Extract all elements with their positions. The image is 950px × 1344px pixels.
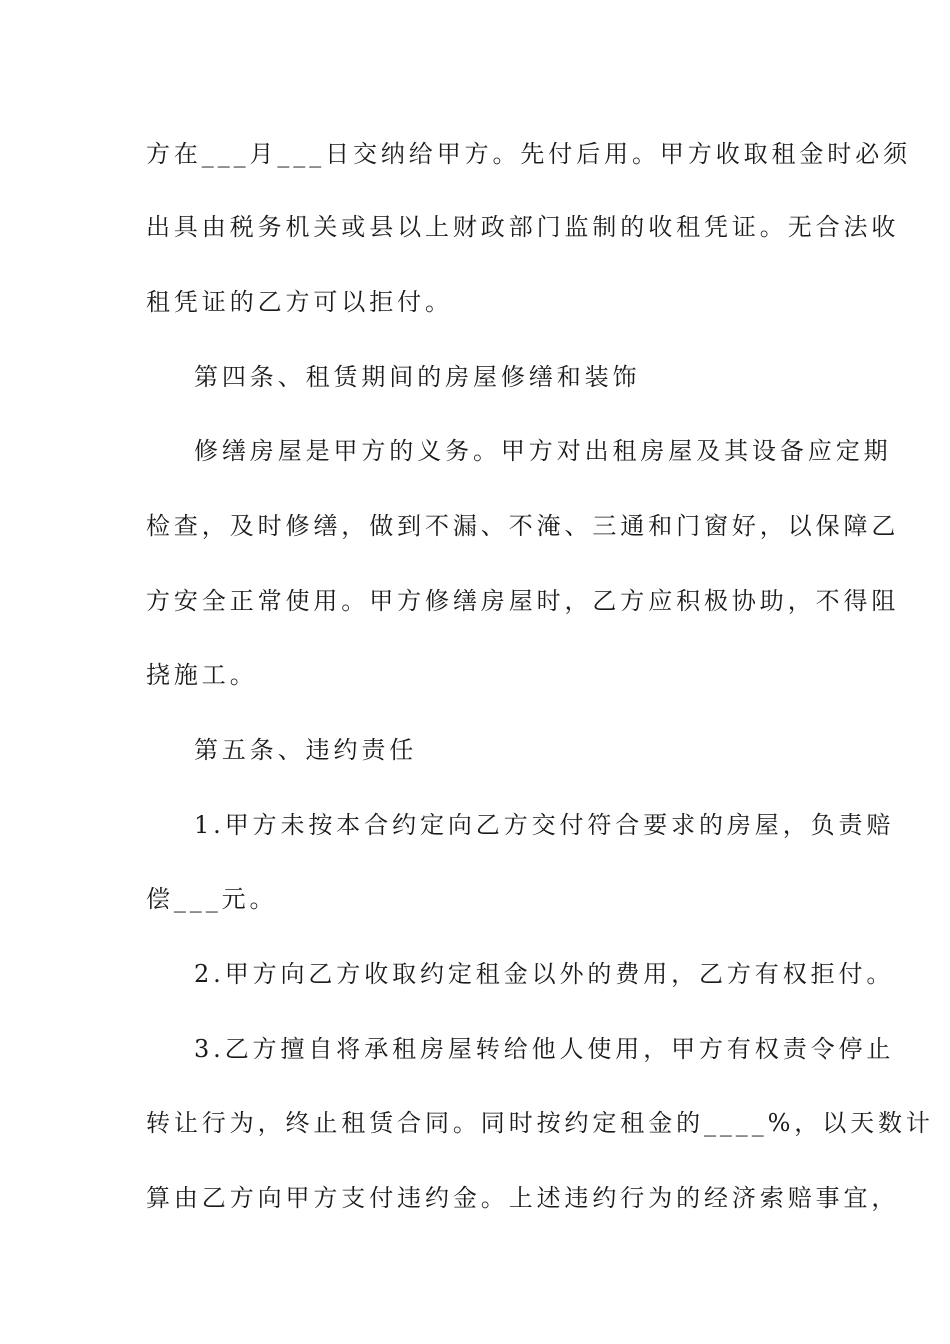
section-heading: 第四条、租赁期间的房屋修缮和装饰: [194, 363, 641, 391]
section-heading: 第五条、违约责任: [194, 736, 418, 764]
text-line: 算由乙方向甲方支付违约金。上述违约行为的经济索赔事宜，: [146, 1184, 900, 1212]
text-line: 3.乙方擅自将承租房屋转给他人使用，甲方有权责令停止: [194, 1035, 895, 1063]
text-line: 租凭证的乙方可以拒付。: [146, 288, 453, 316]
text-line: 方在___月___日交纳给甲方。先付后用。甲方收取租金时必须: [146, 140, 911, 168]
text-line: 偿___元。: [146, 885, 278, 913]
text-line: 2.甲方向乙方收取约定租金以外的费用，乙方有权拒付。: [194, 960, 895, 988]
text-line: 转让行为，终止租赁合同。同时按约定租金的____%，以天数计: [146, 1109, 934, 1137]
text-line: 修缮房屋是甲方的义务。甲方对出租房屋及其设备应定期: [194, 437, 892, 465]
text-line: 出具由税务机关或县以上财政部门监制的收租凭证。无合法收: [146, 213, 900, 241]
text-line: 挠施工。: [146, 661, 258, 689]
text-line: 方安全正常使用。甲方修缮房屋时，乙方应积极协助，不得阻: [146, 587, 900, 615]
text-line: 检查，及时修缮，做到不漏、不淹、三通和门窗好，以保障乙: [146, 512, 900, 540]
text-line: 1.甲方未按本合约定向乙方交付符合要求的房屋，负责赔: [194, 811, 895, 839]
